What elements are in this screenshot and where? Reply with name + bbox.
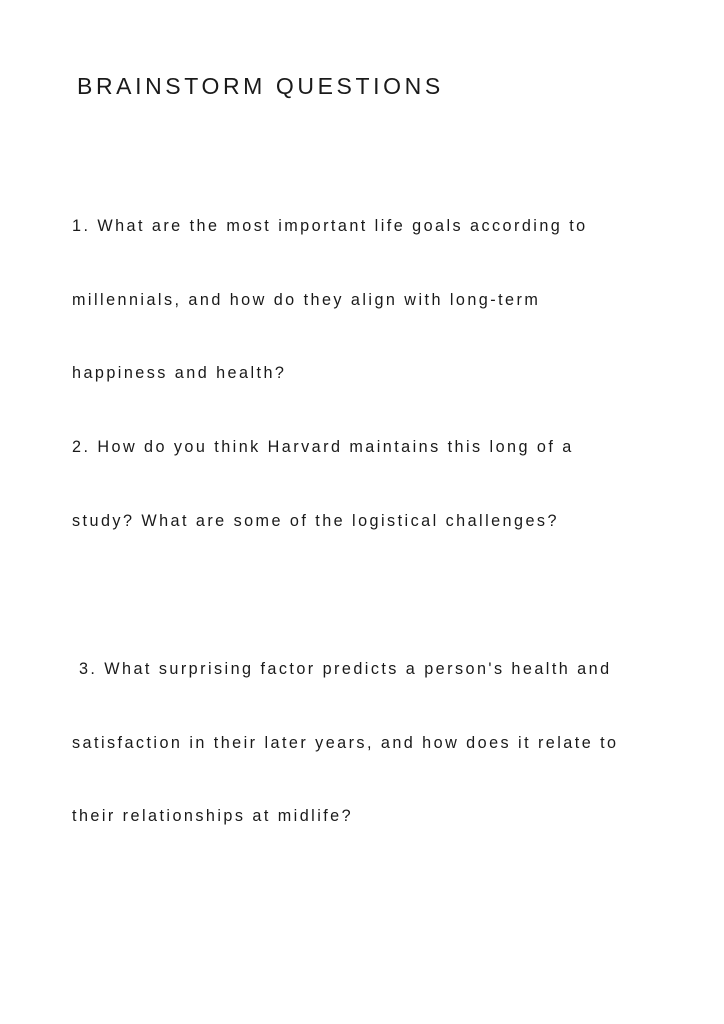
question-2 — [72, 386, 672, 582]
question-3-line-2: satisfaction in their later years, and how does it relate to — [72, 733, 619, 752]
question-2-line-1: 2. How do you think Harvard maintains this long of a — [72, 438, 574, 456]
question-3-line-3: their relationships at midlife? — [72, 807, 354, 825]
page-title: BRAINSTORM QUESTIONS — [77, 73, 444, 99]
question-3-line-1: 3. What surprising factor predicts a person's health and — [72, 660, 612, 678]
question-3 — [72, 608, 672, 878]
question-1-line-3: happiness and health? — [72, 364, 287, 382]
question-1-line-2: millennials, and how do they align with long-term — [72, 290, 541, 309]
question-2-line-2: study? What are some of the logistical challenges? — [72, 511, 559, 530]
question-1-line-1: 1. What are the most important life goals according to — [72, 217, 588, 235]
